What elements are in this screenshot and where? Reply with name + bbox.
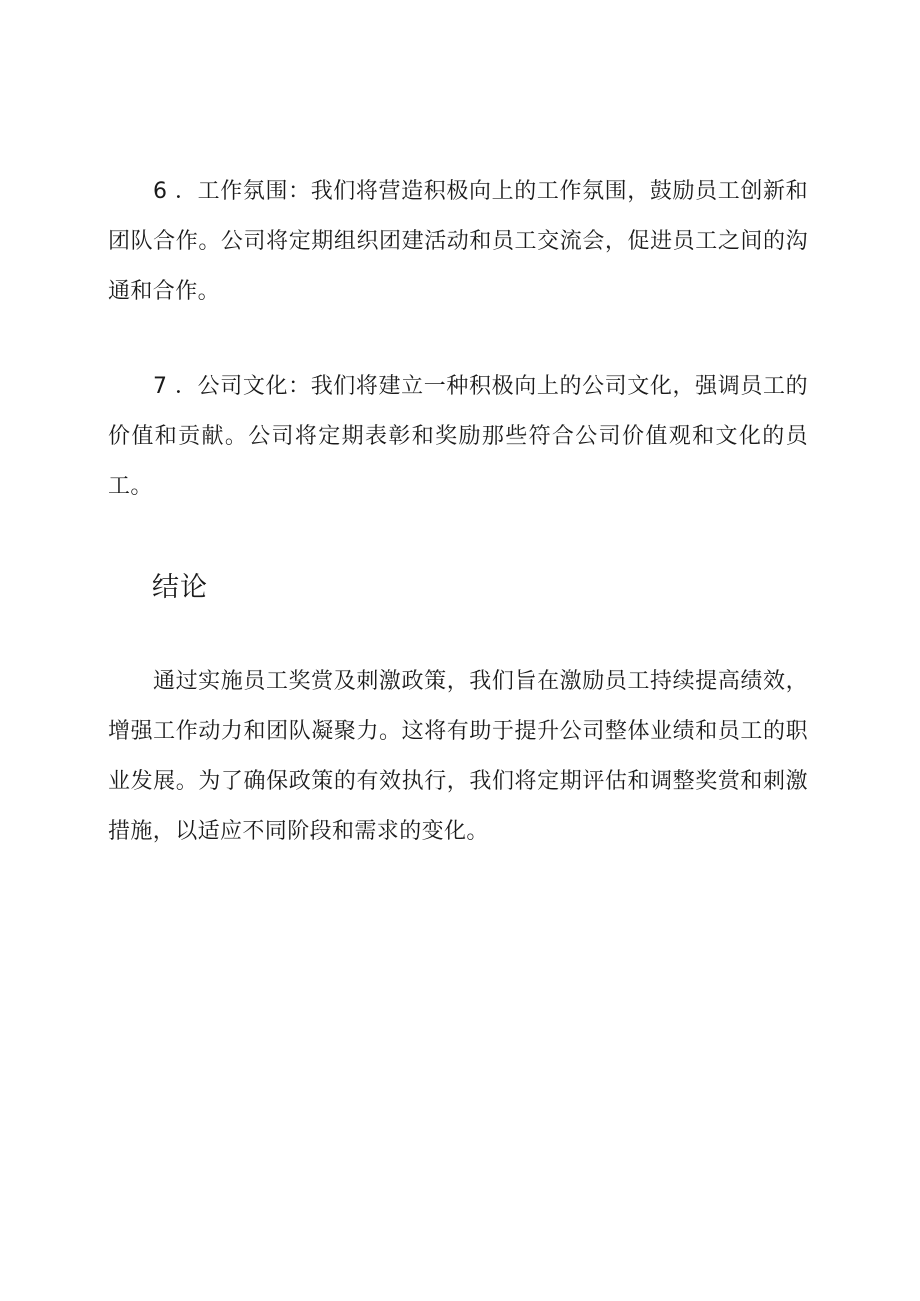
item-text: ．工作氛围：我们将营造积极向上的工作氛围，鼓励员工创新和团队合作。公司将定期组织团建活动和员工交流会，促进员工之间的沟通和合作。 xyxy=(108,179,808,304)
item-number: 7 xyxy=(153,374,168,399)
conclusion-paragraph: 通过实施员工奖赏及刺激政策，我们旨在激励员工持续提高绩效，增强工作动力和团队凝聚力。这将有助于提升公司整体业绩和员工的职业发展。为了确保政策的有效执行，我们将定期评估和调整奖赏和刺激措施，以适应不同阶段和需求的变化。 xyxy=(108,669,808,844)
item-number: 6 xyxy=(153,179,168,204)
list-item-work-atmosphere xyxy=(108,167,808,317)
list-item-company-culture xyxy=(108,362,808,512)
item-text: ．公司文化：我们将建立一种积极向上的公司文化，强调员工的价值和贡献。公司将定期表彰和奖励那些符合公司价值观和文化的员工。 xyxy=(108,374,808,499)
conclusion-heading: 结论 xyxy=(152,572,208,603)
